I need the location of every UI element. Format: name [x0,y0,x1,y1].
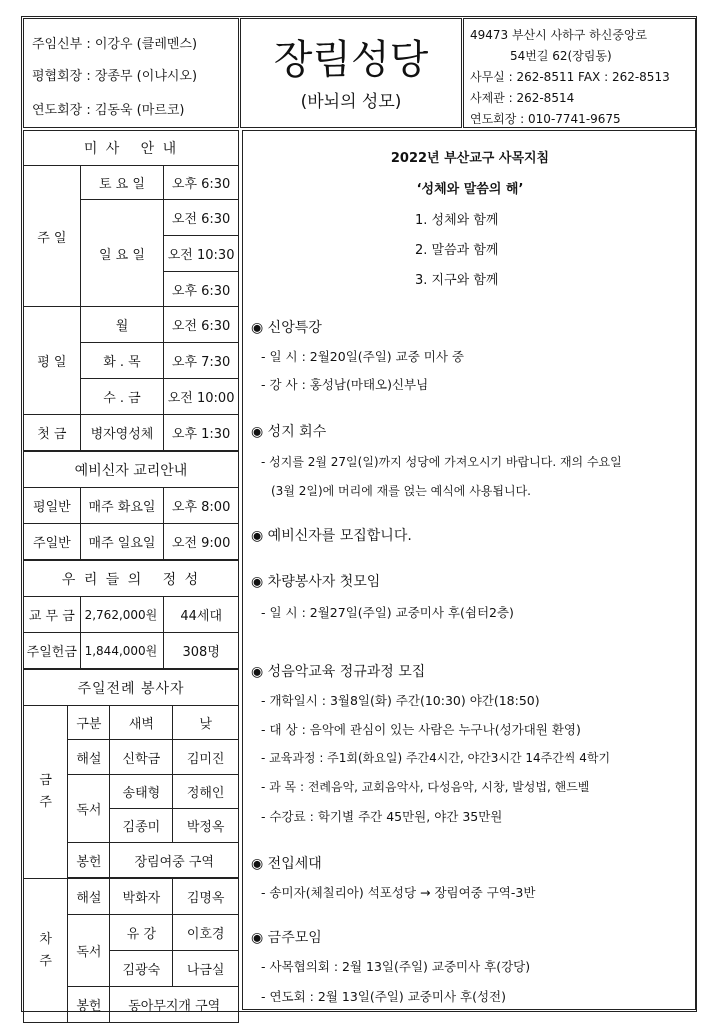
catechumen-row-day: 매주 화요일 [80,488,164,524]
elder-line: 연도회장 : 김동욱 (마르코) [32,103,185,118]
policy-item: 3. 지구와 함께 [415,273,499,288]
servers-header-cell: 구분 [68,706,110,740]
reader-label: 독서 [68,775,110,843]
catechumen-title: 예비신자 교리안내 [24,452,239,488]
mass-table [23,130,239,451]
header-contact [463,18,696,128]
first-friday-desc: 병자영성체 [80,415,164,451]
sunday-day-label: 일 요 일 [80,200,164,307]
server-name: 정해인 [173,775,239,809]
server-name: 김광숙 [110,951,173,987]
elder-phone: 연도회장 : 010-7741-9675 [470,112,621,126]
saturday-label: 토 요 일 [80,166,164,200]
offertory-group: 동아무지개 구역 [110,987,239,1023]
notice-weekly-meetings: ◉ 금주모임 [251,930,322,946]
offertory-label: 봉헌 [68,843,110,878]
notice-line: - 대 상 : 음악에 관심이 있는 사람은 누구나(성가대원 환영) [261,722,581,737]
servers-table [23,669,239,1023]
notice-line: (3월 2일)에 머리에 재를 얹는 예식에 사용됩니다. [271,484,531,498]
first-friday-time: 오후 1:30 [164,415,239,451]
monday-label: 월 [80,307,164,343]
notice-line: - 개학일시 : 3월8일(화) 주간(10:30) 야간(18:50) [261,693,540,708]
offertory-label: 봉헌 [68,987,110,1023]
sunday-time-2: 오전 10:30 [164,236,239,272]
sunday-label: 주 일 [24,166,81,307]
server-name: 유 강 [110,915,173,951]
left-column [23,130,239,1014]
servers-header-cell: 새벽 [110,706,173,740]
offertory-group: 장림여중 구역 [110,843,239,878]
wed-fri-label: 수 . 금 [80,379,164,415]
offering-table [23,560,239,669]
offering-row-amount: 1,844,000원 [80,633,164,669]
server-name: 박정옥 [173,809,239,843]
notice-driver-meeting: ◉ 차량봉사자 첫모임 [251,574,381,590]
catechumen-row-day: 매주 일요일 [80,524,164,560]
notice-line: - 과 목 : 전례음악, 교회음악사, 다성음악, 시창, 발성법, 핸드벨 [261,780,590,794]
parish-title: 장림성당 [273,37,429,83]
monday-time: 오전 6:30 [164,307,239,343]
notice-music-course: ◉ 성음악교육 정규과정 모집 [251,664,426,680]
sunday-time-3: 오후 6:30 [164,272,239,307]
notice-line: - 일 시 : 2월20일(주일) 교중 미사 중 [261,349,464,364]
notice-line: - 송미자(체칠리아) 석포성당 → 장림여중 구역-3반 [261,885,536,900]
mass-title: 미 사 안 내 [24,131,239,166]
this-week-label: 금 주 [24,706,68,879]
servers-title: 주일전례 봉사자 [24,670,239,706]
tue-thu-time: 오후 7:30 [164,343,239,379]
notice-faith-lecture: ◉ 신앙특강 [251,320,322,336]
notice-line: - 사목협의회 : 2월 13일(주일) 교중미사 후(강당) [261,959,531,974]
reader-label: 독서 [68,915,110,987]
notice-line: - 연도회 : 2월 13일(주일) 교중미사 후(성전) [261,989,506,1004]
server-name: 김미진 [173,740,239,775]
notice-line: - 강 사 : 홍성남(마태오)신부님 [261,377,429,392]
offering-row-count: 308명 [164,633,239,669]
offering-row-label: 주일헌금 [24,633,81,669]
saturday-time: 오후 6:30 [164,166,239,200]
offering-row-amount: 2,762,000원 [80,597,164,633]
council-line: 평협회장 : 장종무 (이냐시오) [32,69,198,84]
offering-row-label: 교 무 금 [24,597,81,633]
offering-row-count: 44세대 [164,597,239,633]
notice-catechumen-recruit: ◉ 예비신자를 모집합니다. [251,528,412,544]
server-name: 송태형 [110,775,173,809]
policy-theme: ‘성체와 말씀의 해’ [416,182,524,197]
notice-line: - 교육과정 : 주1회(화요일) 주간4시간, 야간3시간 14주간씩 4학기 [261,751,611,765]
weekday-label: 평 일 [24,307,81,415]
catechumen-table [23,451,239,560]
address-line-2: 54번길 62(장림동) [510,49,612,63]
office-phone: 사무실 : 262-8511 FAX : 262-8513 [470,70,670,84]
policy-item: 1. 성체와 함께 [415,213,499,228]
catechumen-row-label: 평일반 [24,488,81,524]
commentator-label: 해설 [68,740,110,775]
notice-line: - 일 시 : 2월27일(주일) 교중미사 후(쉼터2층) [261,605,514,620]
servers-header-cell: 낮 [173,706,239,740]
server-name: 이호경 [173,915,239,951]
notice-palm-return: ◉ 성지 회수 [251,424,327,440]
notices-column [242,130,696,1010]
address-line-1: 49473 부산시 사하구 하신중앙로 [470,28,648,42]
server-name: 박화자 [110,879,173,915]
header-title-box [240,18,462,128]
parish-subtitle: (바뇌의 성모) [300,92,402,112]
pastor-line: 주임신부 : 이강우 (클레멘스) [32,37,198,52]
policy-title: 2022년 부산교구 사목지침 [390,151,550,166]
server-name: 김종미 [110,809,173,843]
catechumen-row-time: 오후 8:00 [164,488,239,524]
catechumen-row-time: 오전 9:00 [164,524,239,560]
notice-line: - 수강료 : 학기별 주간 45만원, 야간 35만원 [261,809,503,824]
header-officers [23,18,239,128]
wed-fri-time: 오전 10:00 [164,379,239,415]
commentator-label: 해설 [68,879,110,915]
server-name: 나금실 [173,951,239,987]
server-name: 신학금 [110,740,173,775]
policy-item: 2. 말씀과 함께 [415,243,499,258]
notice-line: - 성지를 2월 27일(일)까지 성당에 가져오시기 바랍니다. 재의 수요일 [261,455,622,469]
notice-new-households: ◉ 전입세대 [251,856,322,872]
first-friday-label: 첫 금 [24,415,81,451]
server-name: 김명옥 [173,879,239,915]
next-week-label: 차 주 [24,879,68,1023]
offering-title: 우 리 들 의 정 성 [24,561,239,597]
tue-thu-label: 화 . 목 [80,343,164,379]
rectory-phone: 사제관 : 262-8514 [470,91,575,105]
catechumen-row-label: 주일반 [24,524,81,560]
sunday-time-1: 오전 6:30 [164,200,239,236]
